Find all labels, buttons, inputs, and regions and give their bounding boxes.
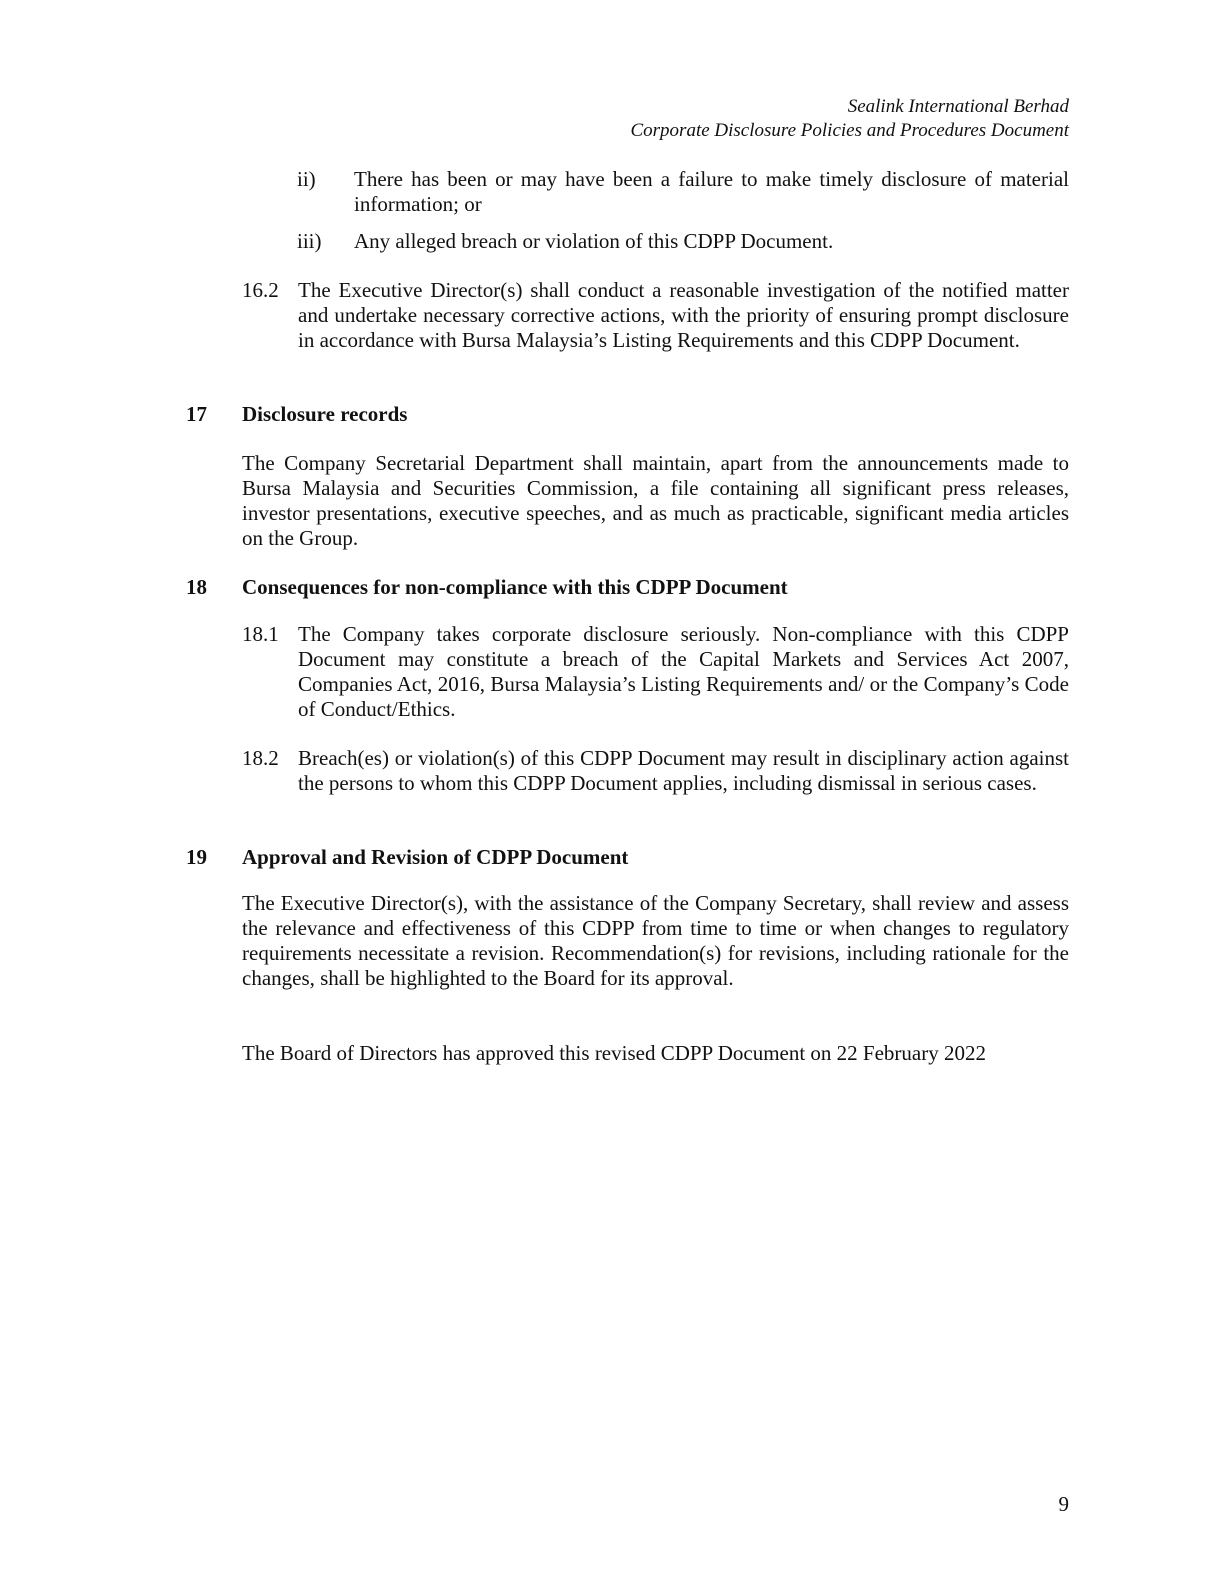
page-number: 9: [1058, 1492, 1069, 1516]
item-label: ii): [297, 167, 316, 191]
clause-label: 18.1: [242, 622, 279, 646]
item-label: iii): [297, 229, 322, 253]
section-title: Disclosure records: [242, 402, 408, 426]
section-number: 17: [186, 402, 207, 426]
approval-statement: The Board of Directors has approved this revised CDPP Document on 22 February 2022: [242, 1041, 986, 1065]
section-number: 18: [186, 575, 207, 599]
page-header: [630, 95, 1069, 143]
clause-label: 16.2: [242, 278, 279, 302]
section-title: Consequences for non-compliance with this CDPP Document: [242, 575, 788, 599]
clause-text: Breach(es) or violation(s) of this CDPP Document may result in disciplinary action against the persons to whom this CDPP Document applies, including dismissal in serious cases.: [298, 746, 1069, 795]
header-company: Sealink International Berhad: [847, 96, 1069, 117]
clause-label: 18.2: [242, 746, 279, 770]
section-title: Approval and Revision of CDPP Document: [242, 845, 629, 869]
section-paragraph: The Executive Director(s), with the assistance of the Company Secretary, shall review and assess the relevance and effectiveness of this CDPP from time to time or when changes to regulatory requirements necessitate a revision. Recommendation(s) for revisions, including rationale for the changes, shall be highlighted to the Board for its approval.: [242, 891, 1069, 990]
clause-text: The Company takes corporate disclosure seriously. Non-compliance with this CDPP Document may constitute a breach of the Capital Markets and Services Act 2007, Companies Act, 2016, Bursa Malaysia’s Listing Requirements and/ or the Company’s Code of Conduct/Ethics.: [298, 622, 1069, 721]
section-number: 19: [186, 845, 207, 869]
item-text: There has been or may have been a failure to make timely disclosure of material information; or: [354, 167, 1069, 216]
clause-text: The Executive Director(s) shall conduct a reasonable investigation of the notified matter and undertake necessary corrective actions, with the priority of ensuring prompt disclosure in accordance with Bursa Malaysia’s Listing Requirements and this CDPP Document.: [298, 278, 1069, 352]
header-document-title: Corporate Disclosure Policies and Procedures Document: [630, 120, 1069, 141]
section-paragraph: The Company Secretarial Department shall maintain, apart from the announcements made to Bursa Malaysia and Securities Commission, a file containing all significant press releases, investor presentations, executive speeches, and as much as practicable, significant media articles on the Group.: [242, 451, 1069, 550]
item-text: Any alleged breach or violation of this CDPP Document.: [354, 229, 834, 253]
